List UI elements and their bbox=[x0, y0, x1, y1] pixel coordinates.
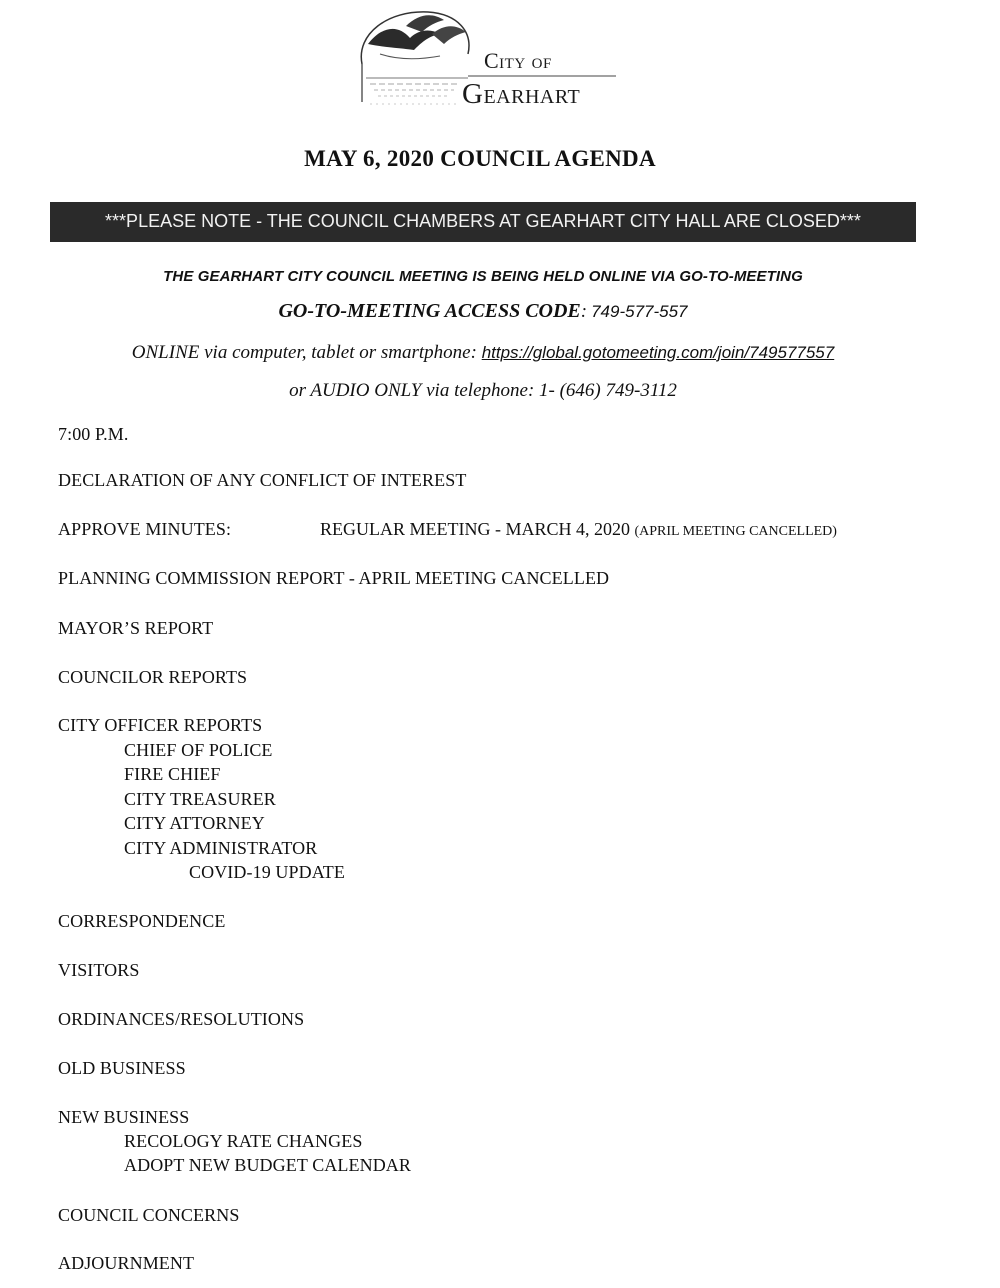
audio-prefix: or bbox=[289, 380, 311, 401]
agenda-new-business: NEW BUSINESS bbox=[58, 1107, 190, 1127]
agenda-city-officer-reports: CITY OFFICER REPORTS bbox=[58, 715, 263, 735]
online-access-line bbox=[0, 342, 966, 364]
agenda-mayor-report: MAYOR’S REPORT bbox=[58, 618, 214, 638]
agenda-visitors: VISITORS bbox=[58, 960, 140, 980]
officer-item: CITY ATTORNEY bbox=[124, 813, 265, 833]
access-code-colon: : bbox=[580, 301, 588, 322]
logo-city-name: Gearhart bbox=[462, 78, 581, 110]
agenda-adjournment: ADJOURNMENT bbox=[58, 1253, 195, 1273]
agenda-ordinances: ORDINANCES/RESOLUTIONS bbox=[58, 1009, 305, 1029]
logo-city-of: City of bbox=[484, 48, 552, 73]
audio-access-line bbox=[0, 380, 966, 402]
agenda-correspondence: CORRESPONDENCE bbox=[58, 911, 226, 931]
covid-update: COVID-19 UPDATE bbox=[189, 862, 345, 882]
agenda-old-business: OLD BUSINESS bbox=[58, 1058, 186, 1078]
audio-emphasis: AUDIO ONLY bbox=[310, 380, 422, 401]
new-business-item: RECOLOGY RATE CHANGES bbox=[124, 1131, 363, 1151]
closure-banner: ***PLEASE NOTE - THE COUNCIL CHAMBERS AT GEARHART CITY HALL ARE CLOSED*** bbox=[50, 202, 916, 242]
agenda-council-concerns: COUNCIL CONCERNS bbox=[58, 1205, 240, 1225]
officer-item: CITY ADMINISTRATOR bbox=[124, 838, 318, 858]
new-business-item: ADOPT NEW BUDGET CALENDAR bbox=[124, 1155, 412, 1175]
officer-item: CHIEF OF POLICE bbox=[124, 740, 273, 760]
city-logo bbox=[348, 4, 628, 110]
meeting-link[interactable]: https://global.gotomeeting.com/join/749577557 bbox=[481, 343, 835, 362]
agenda-approve-minutes: APPROVE MINUTES: bbox=[58, 519, 232, 539]
minutes-meeting: REGULAR MEETING - MARCH 4, 2020 bbox=[320, 519, 630, 539]
access-code-label: GO-TO-MEETING ACCESS CODE bbox=[278, 300, 581, 322]
minutes-note: (APRIL MEETING CANCELLED) bbox=[634, 524, 837, 539]
audio-phone: via telephone: 1- (646) 749-3112 bbox=[421, 380, 677, 401]
online-notice: THE GEARHART CITY COUNCIL MEETING IS BEING HELD ONLINE VIA GO-TO-MEETING bbox=[163, 268, 803, 285]
officer-item: CITY TREASURER bbox=[124, 789, 276, 809]
page-title: MAY 6, 2020 COUNCIL AGENDA bbox=[304, 146, 656, 171]
agenda-planning-commission: PLANNING COMMISSION REPORT - APRIL MEETING CANCELLED bbox=[58, 568, 610, 588]
access-code-value: 749-577-557 bbox=[591, 302, 688, 321]
agenda-conflict-of-interest: DECLARATION OF ANY CONFLICT OF INTEREST bbox=[58, 470, 467, 490]
online-prefix: ONLINE bbox=[131, 342, 200, 363]
access-code-line bbox=[0, 300, 966, 323]
meeting-time: 7:00 P.M. bbox=[58, 424, 129, 444]
minutes-detail bbox=[320, 519, 837, 540]
officer-item: FIRE CHIEF bbox=[124, 764, 221, 784]
online-text: via computer, tablet or smartphone: bbox=[199, 342, 482, 363]
agenda-councilor-reports: COUNCILOR REPORTS bbox=[58, 667, 248, 687]
